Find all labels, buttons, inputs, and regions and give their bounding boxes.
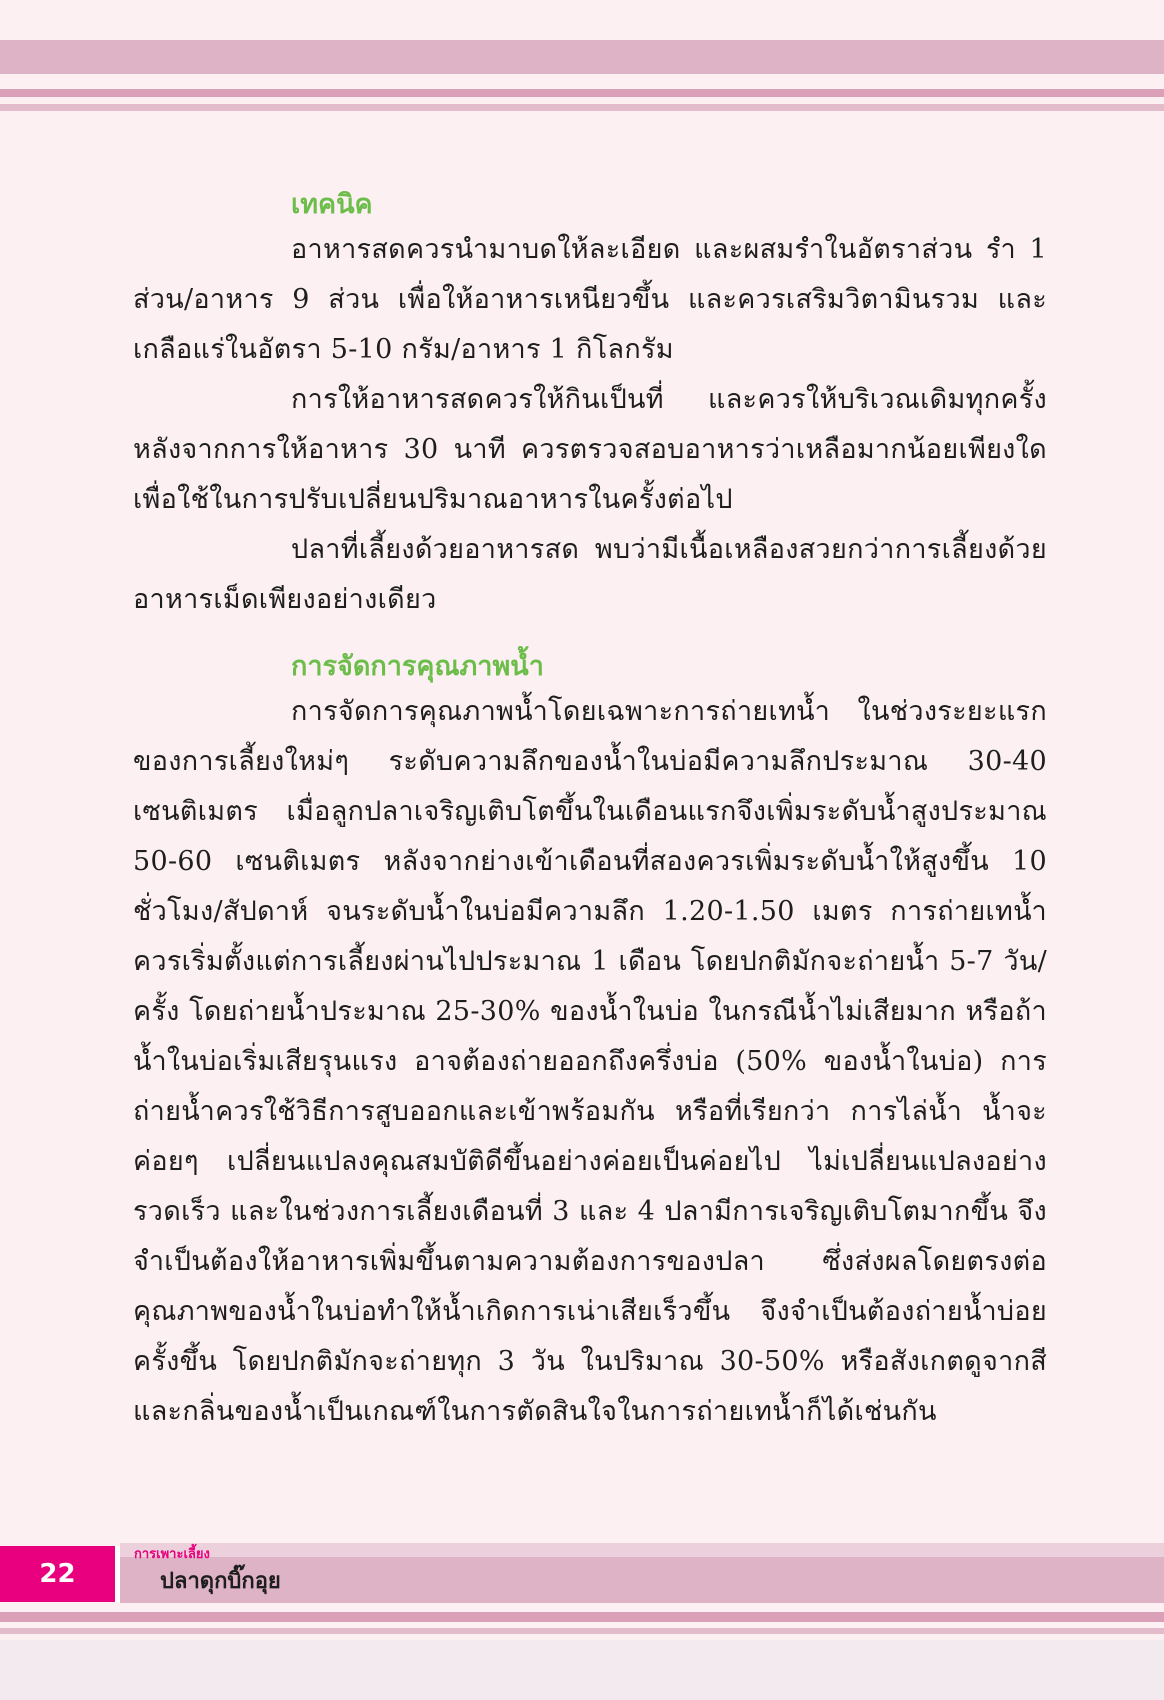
footer-stripe — [0, 1612, 1164, 1622]
header-stripe-thin — [0, 104, 1164, 111]
header-band — [0, 40, 1164, 74]
paragraph: อาหารสดควรนำมาบดให้ละเอียด และผสมรำในอัตราส่วน รำ 1 ส่วน/อาหาร 9 ส่วน เพื่อให้อาหารเหนียวขึ้น และควรเสริมวิตามินรวม และเกลือแร่ในอัตรา 5-10 กรัม/อาหาร 1 กิโลกรัม — [133, 234, 1047, 365]
footer-stripe-thin — [0, 1628, 1164, 1634]
page-number: 22 — [0, 1546, 120, 1602]
section-heading-technique: เทคนิค — [291, 189, 373, 220]
section-gap — [133, 625, 1047, 647]
footer-series-label: การเพาะเลี้ยง — [134, 1547, 210, 1562]
paragraph: การให้อาหารสดควรให้กินเป็นที่ และควรให้บริเวณเดิมทุกครั้ง หลังจากการให้อาหาร 30 นาที ควรตรวจสอบอาหารว่าเหลือมากน้อยเพียงใด เพื่อใช้ในการปรับเปลี่ยนปริมาณอาหารในครั้งต่อไป — [133, 384, 1047, 515]
header-stripe — [0, 89, 1164, 97]
paragraph: ปลาที่เลี้ยงด้วยอาหารสด พบว่ามีเนื้อเหลืองสวยกว่าการเลี้ยงด้วยอาหารเม็ดเพียงอย่างเดียว — [133, 534, 1047, 615]
paragraph: การจัดการคุณภาพน้ำโดยเฉพาะการถ่ายเทน้ำ ในช่วงระยะแรกของการเลี้ยงใหม่ๆ ระดับความลึกของน้ำในบ่อมีความลึกประมาณ 30-40 เซนติเมตร เมื่อลูกปลาเจริญเติบโตขึ้นในเดือนแรกจึงเพิ่มระดับน้ำสูงประมาณ 50-60 เซนติเมตร หลังจากย่างเข้าเดือนที่สองควรเพิ่มระดับน้ำให้สูงขึ้น 10 ชั่วโมง/สัปดาห์ จนระดับน้ำในบ่อมีความลึก 1.20-1.50 เมตร การถ่ายเทน้ำควรเริ่มตั้งแต่การเลี้ยงผ่านไปประมาณ 1 เดือน โดยปกติมักจะถ่ายน้ำ 5-7 วัน/ครั้ง โดยถ่ายน้ำประมาณ 25-30% ของน้ำในบ่อ ในกรณีน้ำไม่เสียมาก หรือถ้าน้ำในบ่อเริ่มเสียรุนแรง อาจต้องถ่ายออกถึงครึ่งบ่อ (50% ของน้ำในบ่อ) การถ่ายน้ำควรใช้วิธีการสูบออกและเข้าพร้อมกัน หรือที่เรียกว่า การไล่น้ำ น้ำจะค่อยๆ เปลี่ยนแปลงคุณสมบัติดีขึ้นอย่างค่อยเป็นค่อยไป ไม่เปลี่ยนแปลงอย่างรวดเร็ว และในช่วงการเลี้ยงเดือนที่ 3 และ 4 ปลามีการเจริญเติบโตมากขึ้น จึงจำเป็นต้องให้อาหารเพิ่มขึ้นตามความต้องการของปลา ซึ่งส่งผลโดยตรงต่อคุณภาพของน้ำในบ่อทำให้น้ำเกิดการเน่าเสียเร็วขึ้น จึงจำเป็นต้องถ่ายน้ำบ่อยครั้งขึ้น โดยปกติมักจะถ่ายทุก 3 วัน ในปริมาณ 30-50% หรือสังเกตดูจากสีและกลิ่นของน้ำเป็นเกณฑ์ในการตัดสินใจในการถ่ายเทน้ำก็ได้เช่นกัน — [133, 696, 1047, 1427]
footer-band-highlight — [120, 1543, 1164, 1557]
page-content — [133, 185, 1047, 1437]
footer-book-title: ปลาดุกบิ๊กอุย — [160, 1569, 281, 1594]
bottom-margin — [0, 1640, 1164, 1700]
section-heading-water-quality: การจัดการคุณภาพน้ำ — [291, 651, 544, 682]
